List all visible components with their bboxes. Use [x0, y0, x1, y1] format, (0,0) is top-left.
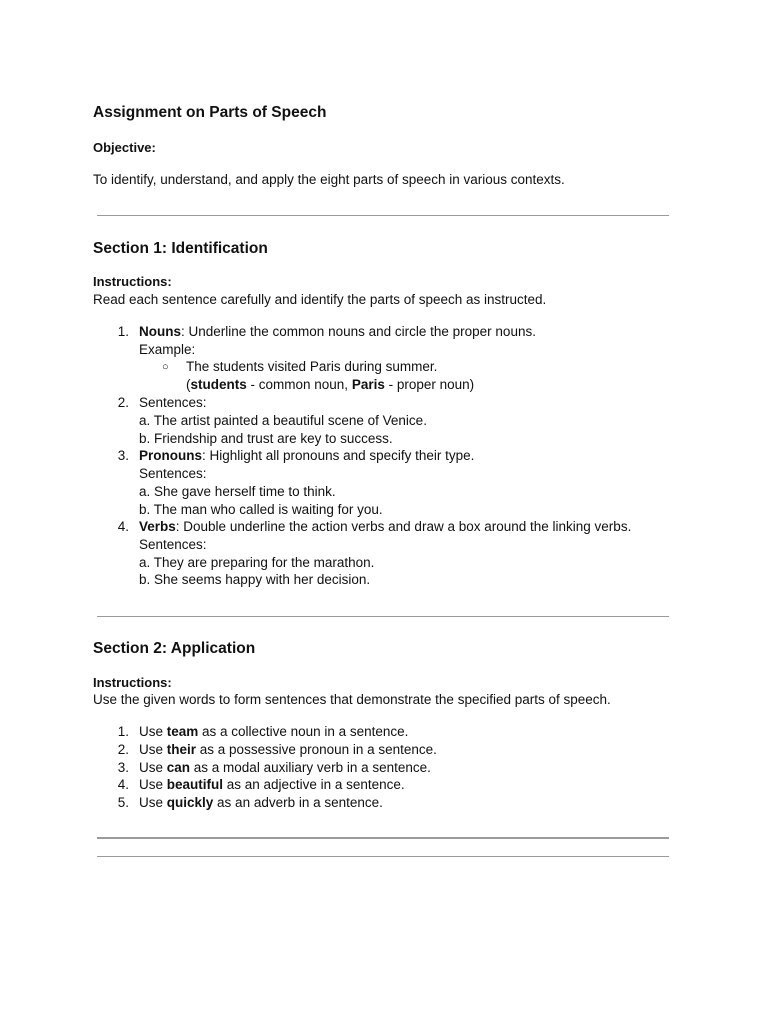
example-sentence: The students visited Paris during summer. [186, 359, 438, 374]
divider-2 [97, 616, 669, 617]
section2-heading: Section 2: Application [93, 640, 256, 657]
list-item: Use can as a modal auxiliary verb in a sentence. [139, 760, 431, 775]
circle-bullet-icon: ○ [162, 361, 169, 373]
list-item: Use their as a possessive pronoun in a sentence. [139, 742, 437, 757]
sentence-b: b. She seems happy with her decision. [139, 572, 371, 587]
list-item-number: 3. [117, 760, 129, 775]
list-item: Use beautiful as an adjective in a sentence. [139, 777, 405, 792]
term-verbs: Verbs [139, 519, 176, 534]
sentence-b: b. Friendship and trust are key to success. [139, 431, 393, 446]
sentence-a: a. They are preparing for the marathon. [139, 555, 375, 570]
section1-instructions-text: Read each sentence carefully and identify the parts of speech as instructed. [93, 292, 547, 307]
list-item-number: 1. [117, 724, 129, 739]
term-pronouns: Pronouns [139, 448, 202, 463]
document-title: Assignment on Parts of Speech [93, 104, 327, 121]
objective-label: Objective: [93, 140, 156, 155]
list-item-number: 4. [117, 519, 129, 534]
divider-4 [97, 856, 669, 857]
list-item-pronouns [139, 448, 474, 463]
item-desc: : Underline the common nouns and circle the proper nouns. [181, 324, 536, 339]
sentences-label: Sentences: [139, 537, 207, 552]
sentences-label: Sentences: [139, 466, 207, 481]
list-item-verbs [139, 519, 631, 534]
sentence-a: a. She gave herself time to think. [139, 484, 336, 499]
item-desc: : Double underline the action verbs and draw a box around the linking verbs. [175, 519, 632, 534]
list-item-nouns [139, 324, 536, 339]
divider-1 [97, 215, 669, 216]
list-item-number: 1. [117, 324, 129, 339]
sentences-label: Sentences: [139, 395, 207, 410]
list-item-number: 4. [117, 777, 129, 792]
list-item-number: 2. [117, 742, 129, 757]
section1-instructions-label: Instructions: [93, 274, 172, 289]
divider-3 [97, 837, 669, 839]
list-item-number: 5. [117, 795, 129, 810]
example-label: Example: [139, 342, 196, 357]
sentence-b: b. The man who called is waiting for you. [139, 502, 383, 517]
item-desc: : Highlight all pronouns and specify their type. [202, 448, 475, 463]
example-explanation: (students - common noun, Paris - proper noun) [186, 377, 475, 392]
objective-text: To identify, understand, and apply the eight parts of speech in various contexts. [93, 172, 565, 187]
list-item-number: 3. [117, 448, 129, 463]
list-item-number: 2. [117, 395, 129, 410]
term-nouns: Nouns [139, 324, 181, 339]
list-item: Use quickly as an adverb in a sentence. [139, 795, 383, 810]
section2-instructions-label: Instructions: [93, 675, 172, 690]
section1-heading: Section 1: Identification [93, 240, 268, 257]
sentence-a: a. The artist painted a beautiful scene of Venice. [139, 413, 427, 428]
section2-instructions-text: Use the given words to form sentences that demonstrate the specified parts of speech. [93, 692, 611, 707]
list-item: Use team as a collective noun in a sentence. [139, 724, 409, 739]
